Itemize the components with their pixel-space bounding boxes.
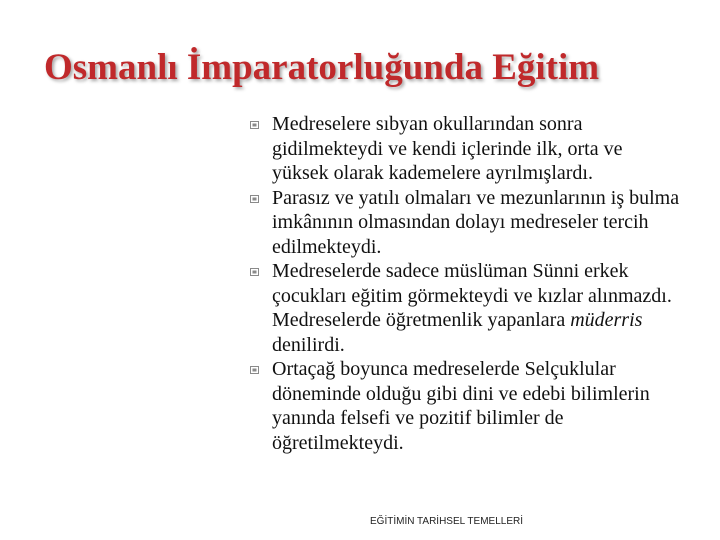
bullet-item xyxy=(250,112,680,186)
slide-title: Osmanlı İmparatorluğunda Eğitim xyxy=(44,47,600,88)
bullet-text: Ortaçağ boyunca medreselerde Selçuklular döneminde olduğu gibi dini ve edebi bilimlerin yanında felsefi ve pozitif bilimler de öğretilmekteydi. xyxy=(272,358,650,454)
bullet-text: Parasız ve yatılı olmaları ve mezunlarının iş bulma imkânının olmasından dolayı medreseler tercih edilmekteydi. xyxy=(272,186,680,258)
bullet-item xyxy=(250,186,680,260)
square-bullet-icon xyxy=(250,268,259,276)
bullet-text: Medreselere sıbyan okullarından sonra gidilmekteydi ve kendi içlerinde ilk, orta ve yüksek olarak kademelere ayrılmışlardı. xyxy=(272,113,623,184)
bullet-list xyxy=(250,112,680,455)
square-bullet-icon xyxy=(250,121,259,129)
bullet-text-before: Medreselerde sadece müslüman Sünni erkek çocukları eğitim görmekteydi ve kızlar alınmazdı. Medreselerde öğretmenlik yapanlara xyxy=(272,260,672,331)
square-bullet-icon xyxy=(250,366,259,374)
bullet-item xyxy=(250,259,680,357)
bullet-item xyxy=(250,357,680,455)
slide-footer: EĞİTİMİN TARİHSEL TEMELLERİ xyxy=(370,516,523,527)
square-bullet-icon xyxy=(250,195,259,203)
bullet-text-emphasis: müderris xyxy=(570,309,643,331)
bullet-text-after: denilirdi. xyxy=(272,333,345,356)
